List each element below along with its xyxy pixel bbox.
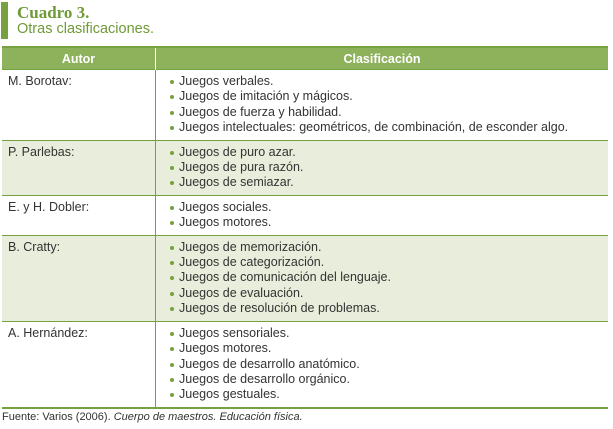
list-item-text: Juegos sociales. — [179, 199, 272, 214]
bullet-icon — [170, 246, 174, 250]
classification-list — [162, 240, 608, 317]
list-item-text: Juegos de evaluación. — [179, 285, 304, 300]
list-item — [170, 89, 608, 104]
caption-subtitle: Otras clasificaciones. — [17, 21, 154, 37]
bullet-icon — [170, 332, 174, 336]
table-row — [2, 140, 608, 195]
list-item — [170, 357, 608, 372]
classification-list — [162, 326, 608, 403]
list-item-text: Juegos sensoriales. — [179, 325, 290, 340]
classification-cell — [156, 321, 609, 408]
list-item — [170, 255, 608, 270]
list-item — [170, 341, 608, 356]
bullet-icon — [170, 363, 174, 367]
header-author: Autor — [2, 47, 156, 70]
list-item-text: Juegos motores. — [179, 215, 272, 230]
list-item-text: Juegos motores. — [179, 341, 272, 356]
list-item-text: Juegos gestuales. — [179, 387, 280, 402]
source-work: Cuerpo de maestros. Educación física. — [113, 411, 303, 423]
bullet-icon — [170, 292, 174, 296]
bullet-icon — [170, 393, 174, 397]
list-item — [170, 387, 608, 402]
classification-table — [2, 46, 608, 409]
list-item-text: Juegos de desarrollo anatómico. — [179, 356, 360, 371]
list-item — [170, 175, 608, 190]
author-cell: P. Parlebas: — [2, 140, 156, 195]
table-row — [2, 321, 608, 408]
classification-cell — [156, 70, 609, 141]
bullet-icon — [170, 378, 174, 382]
list-item — [170, 145, 608, 160]
bullet-icon — [170, 166, 174, 170]
bullet-icon — [170, 221, 174, 225]
bullet-icon — [170, 181, 174, 185]
list-item — [170, 215, 608, 230]
table-row — [2, 195, 608, 235]
list-item-text: Juegos de resolución de problemas. — [179, 301, 380, 316]
table-caption — [0, 0, 613, 41]
table-row — [2, 70, 608, 141]
list-item-text: Juegos de categorización. — [179, 255, 325, 270]
list-item-text: Juegos de memorización. — [179, 239, 322, 254]
list-item-text: Juegos de desarrollo orgánico. — [179, 371, 350, 386]
bullet-icon — [170, 111, 174, 115]
classification-list — [162, 145, 608, 191]
bullet-icon — [170, 206, 174, 210]
list-item — [170, 270, 608, 285]
list-item-text: Juegos de pura razón. — [179, 160, 304, 175]
classification-cell — [156, 235, 609, 321]
classification-cell — [156, 140, 609, 195]
bullet-icon — [170, 126, 174, 130]
table-header-row — [2, 47, 608, 70]
table-row — [2, 235, 608, 321]
list-item-text: Juegos de semiazar. — [179, 175, 294, 190]
list-item — [170, 200, 608, 215]
bullet-icon — [170, 95, 174, 99]
author-cell: B. Cratty: — [2, 235, 156, 321]
caption-accent-bar — [1, 2, 8, 39]
list-item — [170, 286, 608, 301]
list-item-text: Juegos de comunicación del lenguaje. — [179, 270, 391, 285]
author-cell: M. Borotav: — [2, 70, 156, 141]
classification-cell — [156, 195, 609, 235]
list-item — [170, 74, 608, 89]
bullet-icon — [170, 80, 174, 84]
list-item — [170, 301, 608, 316]
source-note — [2, 411, 303, 423]
author-cell: E. y H. Dobler: — [2, 195, 156, 235]
list-item-text: Juegos verbales. — [179, 74, 274, 88]
author-cell: A. Hernández: — [2, 321, 156, 408]
list-item — [170, 160, 608, 175]
caption-title: Cuadro 3. — [17, 3, 90, 22]
header-classification: Clasificación — [156, 47, 609, 70]
list-item-text: Juegos intelectuales: geométricos, de combinación, de esconder algo. — [179, 120, 569, 135]
list-item — [170, 240, 608, 255]
list-item — [170, 120, 608, 135]
classification-list — [162, 74, 608, 136]
list-item — [170, 326, 608, 341]
table-body — [2, 70, 608, 408]
bullet-icon — [170, 347, 174, 351]
list-item-text: Juegos de puro azar. — [179, 144, 296, 159]
list-item — [170, 372, 608, 387]
source-prefix: Fuente: Varios (2006). — [2, 411, 111, 423]
bullet-icon — [170, 276, 174, 280]
list-item — [170, 105, 608, 120]
bullet-icon — [170, 261, 174, 265]
list-item-text: Juegos de fuerza y habilidad. — [179, 104, 342, 119]
classification-list — [162, 200, 608, 231]
list-item-text: Juegos de imitación y mágicos. — [179, 89, 353, 104]
bullet-icon — [170, 151, 174, 155]
bullet-icon — [170, 307, 174, 311]
